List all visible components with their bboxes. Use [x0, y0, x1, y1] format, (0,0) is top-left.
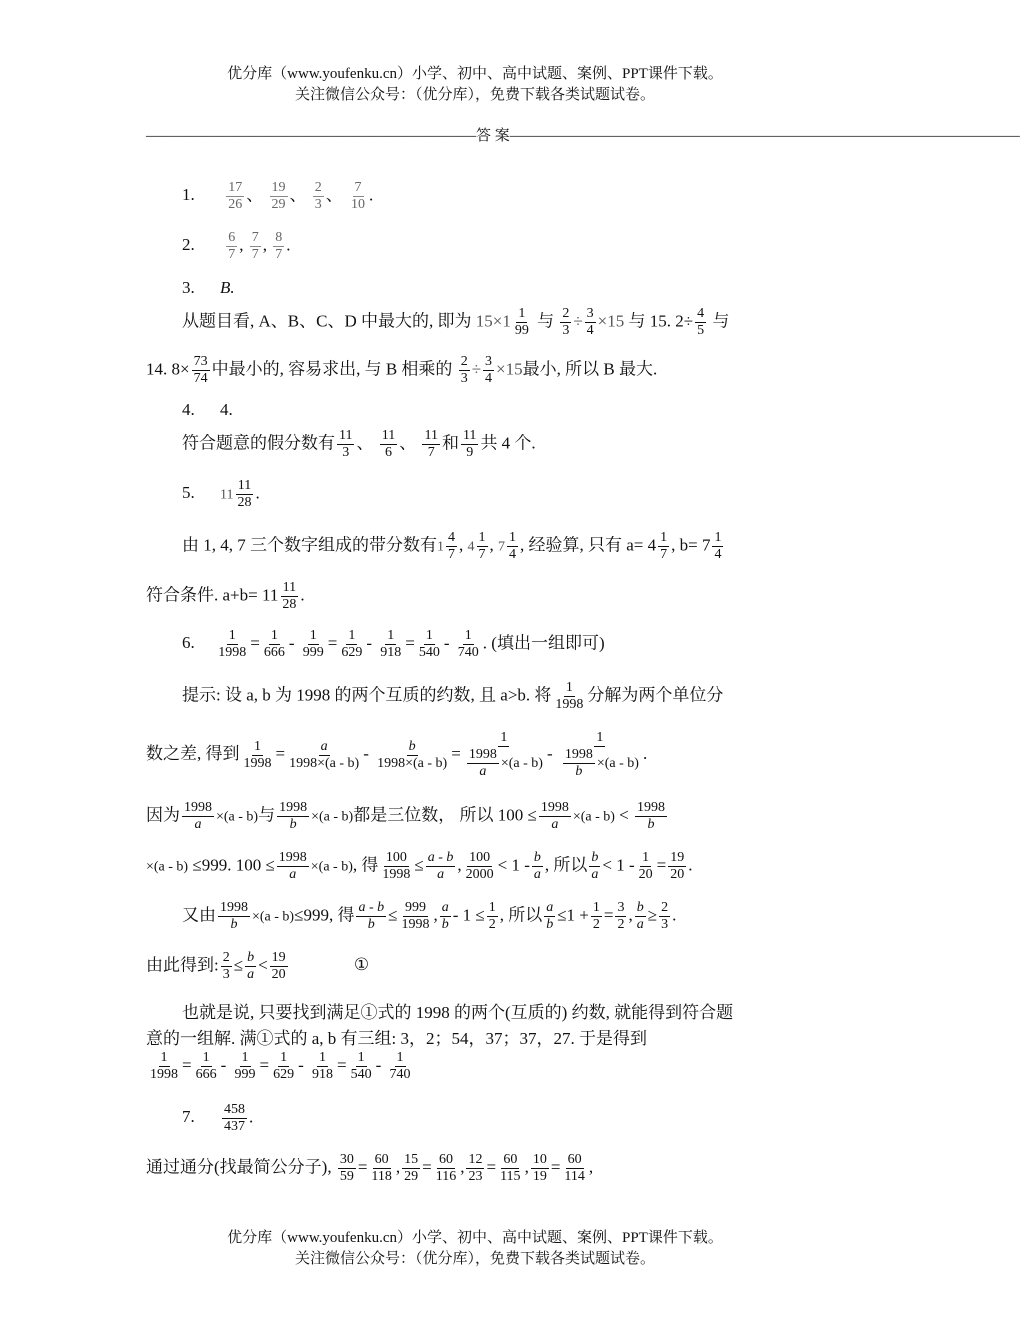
q5-text-2: , 经验算, 只有 a= 4: [520, 535, 657, 555]
q6-r-f4: $\frac{1}{918}$: [312, 1050, 334, 1082]
q5-b-frac: $\frac{1}{4}$: [714, 530, 722, 562]
q6-h4-amb-2: ×(a - b): [310, 859, 353, 875]
q4-number: 4.: [182, 400, 195, 419]
q3-explain-line-1: [182, 306, 729, 339]
q3-text-1: 从题目看, A、B、C、D 中最大的, 即为: [182, 311, 472, 331]
q6-f0: $\frac{1}{1998}$: [218, 628, 247, 660]
q5-whole: 11: [220, 487, 234, 503]
q6-hint-text-1-end: 分解为两个单位分: [587, 685, 724, 705]
q7-number: 7.: [182, 1107, 195, 1127]
header-line-1: 优分库（www.youfenku.cn）小学、初中、高中试题、案例、PPT课件下载。: [227, 66, 723, 82]
q6-hint-text-2: 数之差, 得到: [146, 743, 240, 763]
footer-line-1: 优分库（www.youfenku.cn）小学、初中、高中试题、案例、PPT课件下载。: [227, 1230, 723, 1246]
q6-result: $\frac{1}{1998}$ = $\frac{1}{666}$ - $\frac{1}{999}$ = $\frac{1}{629}$ - $\frac{1}{918}$ = $\frac{1}{540}$ - $\frac{1}{740}$: [150, 1050, 411, 1082]
q6-h3-amb-2: ×(a - b): [311, 809, 354, 825]
q6-derive: 由此得到:: [146, 955, 219, 975]
q6-h4-fa: $\frac{1998}{a}$: [278, 850, 307, 882]
q6-h5-f32: $\frac{3}{2}$: [617, 900, 625, 932]
q6-hint-1: [182, 680, 723, 713]
header-line-2: 关注微信公众号：（优分库），免费下载各类试题试卷。: [294, 87, 655, 103]
q6-h5-f12b: $\frac{1}{2}$: [592, 900, 600, 932]
q6-h5-f12: $\frac{1}{2}$: [488, 900, 496, 932]
q6-h4-text: ≤999. 100 ≤: [192, 855, 275, 875]
q6-h4-fba: $\frac{b}{a}$: [533, 850, 541, 882]
q2-line: 2. $\frac{6}{7}$ , $\frac{7}{7}$ , $\frac{8}{7}$ .: [182, 230, 291, 262]
page-footer: [0, 1228, 950, 1270]
q6-para-2: 意的一组解. 满①式的 a, b 有三组: 3，2；54，37；37，27. 于是得到: [146, 1029, 648, 1048]
q1-frac-3: $\frac{2}{3}$: [314, 180, 322, 212]
q5-frac: $\frac{11}{28}$: [237, 478, 252, 510]
q6-h6-f1920: $\frac{19}{20}$: [271, 950, 286, 982]
q6-f1: $\frac{1}{666}$: [263, 628, 285, 660]
q7-frac: $\frac{458}{437}$: [224, 1102, 245, 1134]
page-header: [0, 64, 950, 106]
q6-h2-f0: $\frac{1}{1998}$: [243, 738, 272, 771]
q6-h5-fab: $\frac{a}{b}$: [441, 900, 449, 932]
q6-h5-amb: ×(a - b): [252, 909, 295, 925]
q6-h3-fb2: $\frac{1998}{b}$: [637, 800, 666, 832]
q3-frac-3-4-b: $\frac{3}{4}$: [485, 354, 493, 386]
q6-f5: $\frac{1}{540}$: [418, 628, 440, 660]
q6-r-f1: $\frac{1}{666}$: [195, 1050, 217, 1082]
q6-h4-amb: ×(a - b): [146, 859, 189, 875]
q7-f7: $\frac{10}{19}$: [532, 1152, 547, 1184]
q7-f5: $\frac{12}{23}$: [468, 1152, 483, 1184]
q4-answer: 4.: [220, 400, 233, 419]
q6-h5-le999: ≤999, 得: [294, 905, 355, 925]
q6-h5-f23: $\frac{2}{3}$: [661, 900, 669, 932]
q4-line: [182, 400, 233, 420]
q6-also: 又由: [182, 905, 216, 925]
q5-line: 5. 11 $\frac{11}{28}$ .: [182, 478, 260, 510]
q3-number: 3.: [182, 278, 195, 297]
q3-text-2c: 最小, 所以 B 最大.: [522, 359, 658, 379]
q7-f4: $\frac{60}{116}$: [435, 1152, 457, 1184]
q6-h4-f100: $\frac{100}{1998}$: [382, 850, 411, 882]
q3-text-2b: 中最小的, 容易求出, 与 B 相乘的: [211, 359, 453, 379]
q6-r-f6: $\frac{1}{740}$: [389, 1050, 411, 1082]
q2-frac-2: $\frac{7}{7}$: [251, 230, 259, 262]
q6-h5-so: , 所以: [499, 905, 543, 925]
q6-h4-lt1-b: < 1 -: [602, 855, 635, 875]
q6-hint-5: 又由 $\frac{1998}{b}$ ×(a - b)≤999, 得 $\frac{a - b}{b}$ ≤ $\frac{999}{1998}$ , $\frac{a}{b}$ - 1 ≤ $\frac{1}{2}$ , 所以 $\frac{a}{b}$ ≤1 + $\frac{1}{2}$ = $\frac{3}{2}$ , $\frac{b}{a}$ ≥ $\frac{2}{3}$ .: [182, 900, 677, 932]
q7-f3: $\frac{15}{29}$: [404, 1152, 419, 1184]
q6-hint-3: 因为 $\frac{1998}{a}$ ×(a - b)与 $\frac{1998}{b}$ ×(a - b)都是三位数， 所以 100 ≤ $\frac{1998}{a}$ ×(a - b) < $\frac{1998}{b}$: [146, 800, 666, 832]
footer-line-2: 关注微信公众号：（优分库），免费下载各类试题试卷。: [294, 1251, 655, 1267]
q4-frac-11-7: $\frac{11}{7}$: [424, 428, 438, 460]
q5-sum-frac: $\frac{11}{28}$: [282, 580, 297, 612]
q6-h3-fa2: $\frac{1998}{a}$: [540, 800, 569, 832]
q6-h5-f999: $\frac{999}{1998}$: [401, 900, 430, 932]
q5-m3-frac: $\frac{1}{4}$: [509, 530, 516, 562]
q3-expr-1: 15×1: [475, 311, 511, 331]
q2-number: 2.: [182, 235, 195, 255]
q6-hint-text-1: 提示: 设 a, b 为 1998 的两个互质的约数, 且 a>b. 将: [182, 685, 552, 705]
q5-m1-frac: $\frac{4}{7}$: [448, 530, 455, 562]
q6-h2-f4-inner: $\frac{1998}{b}$: [564, 747, 593, 779]
q4-frac-11-3: $\frac{11}{3}$: [339, 428, 353, 460]
divider-rule-right: ——————————————————————————————————: [509, 128, 1020, 144]
q6-h3-text: 都是三位数， 所以 100 ≤: [353, 805, 537, 825]
q6-h2-f2: $\frac{b}{1998\times(a - b)}$: [377, 738, 448, 771]
q6-r-f3: $\frac{1}{629}$: [273, 1050, 295, 1082]
q6-r-f0: $\frac{1}{1998}$: [150, 1050, 178, 1082]
q6-h4-so: , 所以: [544, 855, 588, 875]
q6-h3-amb-3: ×(a - b): [572, 809, 615, 825]
q6-para-1: 也就是说, 只要找到满足①式的 1998 的两个(互质的) 约数, 就能得到符合题: [182, 1003, 734, 1022]
q1-frac-1: $\frac{17}{26}$: [228, 180, 243, 212]
q6-circle-1: ①: [353, 955, 370, 975]
q6-h4-lt1: < 1 -: [497, 855, 530, 875]
q6-h2-f3: 1 $\frac{1998}{a}$ ×(a - b): [468, 730, 543, 779]
q2-frac-3: $\frac{8}{7}$: [275, 230, 283, 262]
q6-h6-f23: $\frac{2}{3}$: [222, 950, 230, 982]
q6-hint-6: 由此得到: $\frac{2}{3}$ ≤ $\frac{b}{a}$ < $\frac{19}{20}$ ①: [146, 950, 370, 982]
q1-line: 1. $\frac{17}{26}$ 、 $\frac{19}{29}$ 、 $\frac{2}{3}$ 、 $\frac{7}{10}$ .: [182, 180, 374, 212]
q5-m2-frac: $\frac{1}{7}$: [478, 530, 486, 562]
q6-h2-f1: $\frac{a}{1998\times(a - b)}$: [289, 738, 360, 771]
q6-h5-fb: $\frac{1998}{b}$: [220, 900, 248, 932]
q3-frac-4-5: $\frac{4}{5}$: [697, 306, 705, 338]
q5-m2-whole: 4: [467, 539, 475, 555]
q6-f2: $\frac{1}{999}$: [302, 628, 324, 660]
q4-text-end: 共 4 个.: [480, 433, 536, 453]
q7-text: 通过通分(找最简公分子),: [146, 1157, 332, 1177]
q6-h4-f19-20: $\frac{19}{20}$: [670, 850, 685, 882]
divider-label: 答 案: [476, 128, 510, 144]
q6-line: 6. $\frac{1}{1998}$ = $\frac{1}{666}$ - $\frac{1}{999}$ = $\frac{1}{629}$ - $\frac{1}{918}$ = $\frac{1}{540}$ - $\frac{1}{740}$ . (填出一组即可): [182, 628, 605, 660]
q5-text-4: 符合条件. a+b= 11: [146, 585, 279, 605]
q6-r-f5: $\frac{1}{540}$: [350, 1050, 372, 1082]
q3-times-15-b: ×15: [496, 359, 523, 379]
q4-frac-11-6: $\frac{11}{6}$: [381, 428, 396, 460]
q7-f6: $\frac{60}{115}$: [500, 1152, 521, 1184]
q4-explain: 符合题意的假分数有 $\frac{11}{3}$ 、 $\frac{11}{6}$ 、 $\frac{11}{7}$ 和 $\frac{11}{9}$ 共 4 个.: [182, 428, 536, 460]
q6-h5-famb: $\frac{a - b}{b}$: [358, 900, 385, 932]
q6-h4-get: , 得: [352, 855, 379, 875]
q6-h2-f4: 1 $\frac{1998}{b}$ ×(a - b): [564, 730, 639, 779]
q5-a-frac: $\frac{1}{7}$: [660, 530, 668, 562]
q6-h4-f2000: $\frac{100}{2000}$: [465, 850, 494, 882]
q3-frac-3-4: $\frac{3}{4}$: [586, 306, 594, 338]
q6-hint-2: 数之差, 得到 $\frac{1}{1998}$ = $\frac{a}{1998\times(a - b)}$ - $\frac{b}{1998\times(a - b)}$ = 1 $\frac{1998}{a}$ ×(a - b) - 1 $\frac{1998}{b}$ ×(a - b) .: [146, 730, 648, 779]
q4-frac-11-9: $\frac{11}{9}$: [462, 428, 477, 460]
q7-f2: $\frac{60}{118}$: [371, 1152, 392, 1184]
q3-line: [182, 278, 235, 298]
q6-f4: $\frac{1}{918}$: [380, 628, 402, 660]
q6-number: 6.: [182, 633, 195, 653]
q5-text-3: , b= 7: [671, 535, 711, 555]
q5-explain-2: 符合条件. a+b= 11 $\frac{11}{28}$ .: [146, 580, 305, 612]
q3-and-3: 与: [712, 311, 730, 331]
q1-number: 1.: [182, 185, 195, 205]
q6-r-f2: $\frac{1}{999}$: [234, 1050, 256, 1082]
q6-because: 因为: [146, 805, 180, 825]
q7-f8: $\frac{60}{114}$: [564, 1152, 585, 1184]
q6-h3-fa: $\frac{1998}{a}$: [184, 800, 212, 832]
q3-frac-1-99: $\frac{1}{99}$: [514, 306, 529, 338]
q1-frac-2: $\frac{19}{29}$: [271, 180, 286, 212]
q3-div-sign-b: ÷: [471, 359, 482, 379]
q6-h5-minus1: - 1 ≤: [452, 905, 485, 925]
q3-frac-73-74: $\frac{73}{74}$: [193, 354, 208, 386]
q5-m1-whole: 1: [437, 539, 444, 555]
q7-f1: $\frac{30}{59}$: [339, 1152, 354, 1184]
q5-text-1: 由 1, 4, 7 三个数字组成的带分数有: [182, 535, 437, 555]
q6-h5-fba: $\frac{b}{a}$: [636, 900, 644, 932]
divider-rule-left: ——————————————————————: [146, 128, 476, 144]
q6-h3-fb: $\frac{1998}{b}$: [279, 800, 308, 832]
q3-div-sign: ÷: [573, 311, 583, 331]
q6-h4-f1-20: $\frac{1}{20}$: [638, 850, 653, 882]
q3-and-1: 与: [537, 311, 555, 331]
q6-h4-fba2: $\frac{b}{a}$: [591, 850, 599, 882]
q6-h5-le1plus: ≤1 +: [557, 905, 589, 925]
q3-frac-2-3: $\frac{2}{3}$: [562, 306, 570, 338]
q5-number: 5.: [182, 483, 195, 503]
q7-line: 7. $\frac{458}{437}$ .: [182, 1102, 254, 1134]
q6-hint-frac: $\frac{1}{1998}$: [555, 680, 584, 712]
q6-h3-and: 与: [258, 805, 276, 825]
q3-and-2: 与 15. 2÷: [628, 311, 694, 331]
q6-h6-fba: $\frac{b}{a}$: [247, 950, 255, 982]
q5-explain-1: 由 1, 4, 7 三个数字组成的带分数有1 $\frac{4}{7}$ , 4 $\frac{1}{7}$ , 7 $\frac{1}{4}$ , 经验算, 只有 a= 4 $\frac{1}{7}$ , b= 7 $\frac{1}{4}$: [182, 530, 722, 562]
q6-h4-famb: $\frac{a - b}{a}$: [427, 850, 454, 882]
q3-frac-2-3-b: $\frac{2}{3}$: [460, 354, 468, 386]
q6-note: . (填出一组即可): [482, 633, 605, 653]
q1-frac-4: $\frac{7}{10}$: [351, 180, 365, 212]
q6-h5-fab2: $\frac{a}{b}$: [546, 900, 554, 932]
q7-explain: 通过通分(找最简公分子), $\frac{30}{59}$ = $\frac{60}{118}$ , $\frac{15}{29}$ = $\frac{60}{116}$ , $\frac{12}{23}$ = $\frac{60}{115}$ , $\frac{10}{19}$ = $\frac{60}{114}$ ,: [146, 1152, 594, 1184]
q3-text-2a: 14. 8×: [146, 359, 190, 379]
q3-answer: B.: [220, 278, 235, 297]
q2-frac-1: $\frac{6}{7}$: [228, 230, 236, 262]
q6-f6: $\frac{1}{740}$: [457, 628, 479, 660]
q6-f3: $\frac{1}{629}$: [341, 628, 363, 660]
q6-hint-4: ×(a - b) ≤999. 100 ≤ $\frac{1998}{a}$ ×(a - b), 得 $\frac{100}{1998}$ ≤ $\frac{a - b}{a}$ , $\frac{100}{2000}$ < 1 - $\frac{b}{a}$ , 所以 $\frac{b}{a}$ < 1 - $\frac{1}{20}$ = $\frac{19}{20}$ .: [146, 850, 693, 882]
q6-h2-f3-inner: $\frac{1998}{a}$: [468, 747, 497, 779]
q3-times-15: ×15: [597, 311, 625, 331]
q5-m3-whole: 7: [498, 539, 505, 555]
answer-divider: [146, 124, 1020, 145]
q6-h3-amb-1: ×(a - b): [216, 809, 259, 825]
q3-explain-line-2: [146, 354, 657, 387]
q4-text-start: 符合题意的假分数有: [182, 433, 335, 453]
